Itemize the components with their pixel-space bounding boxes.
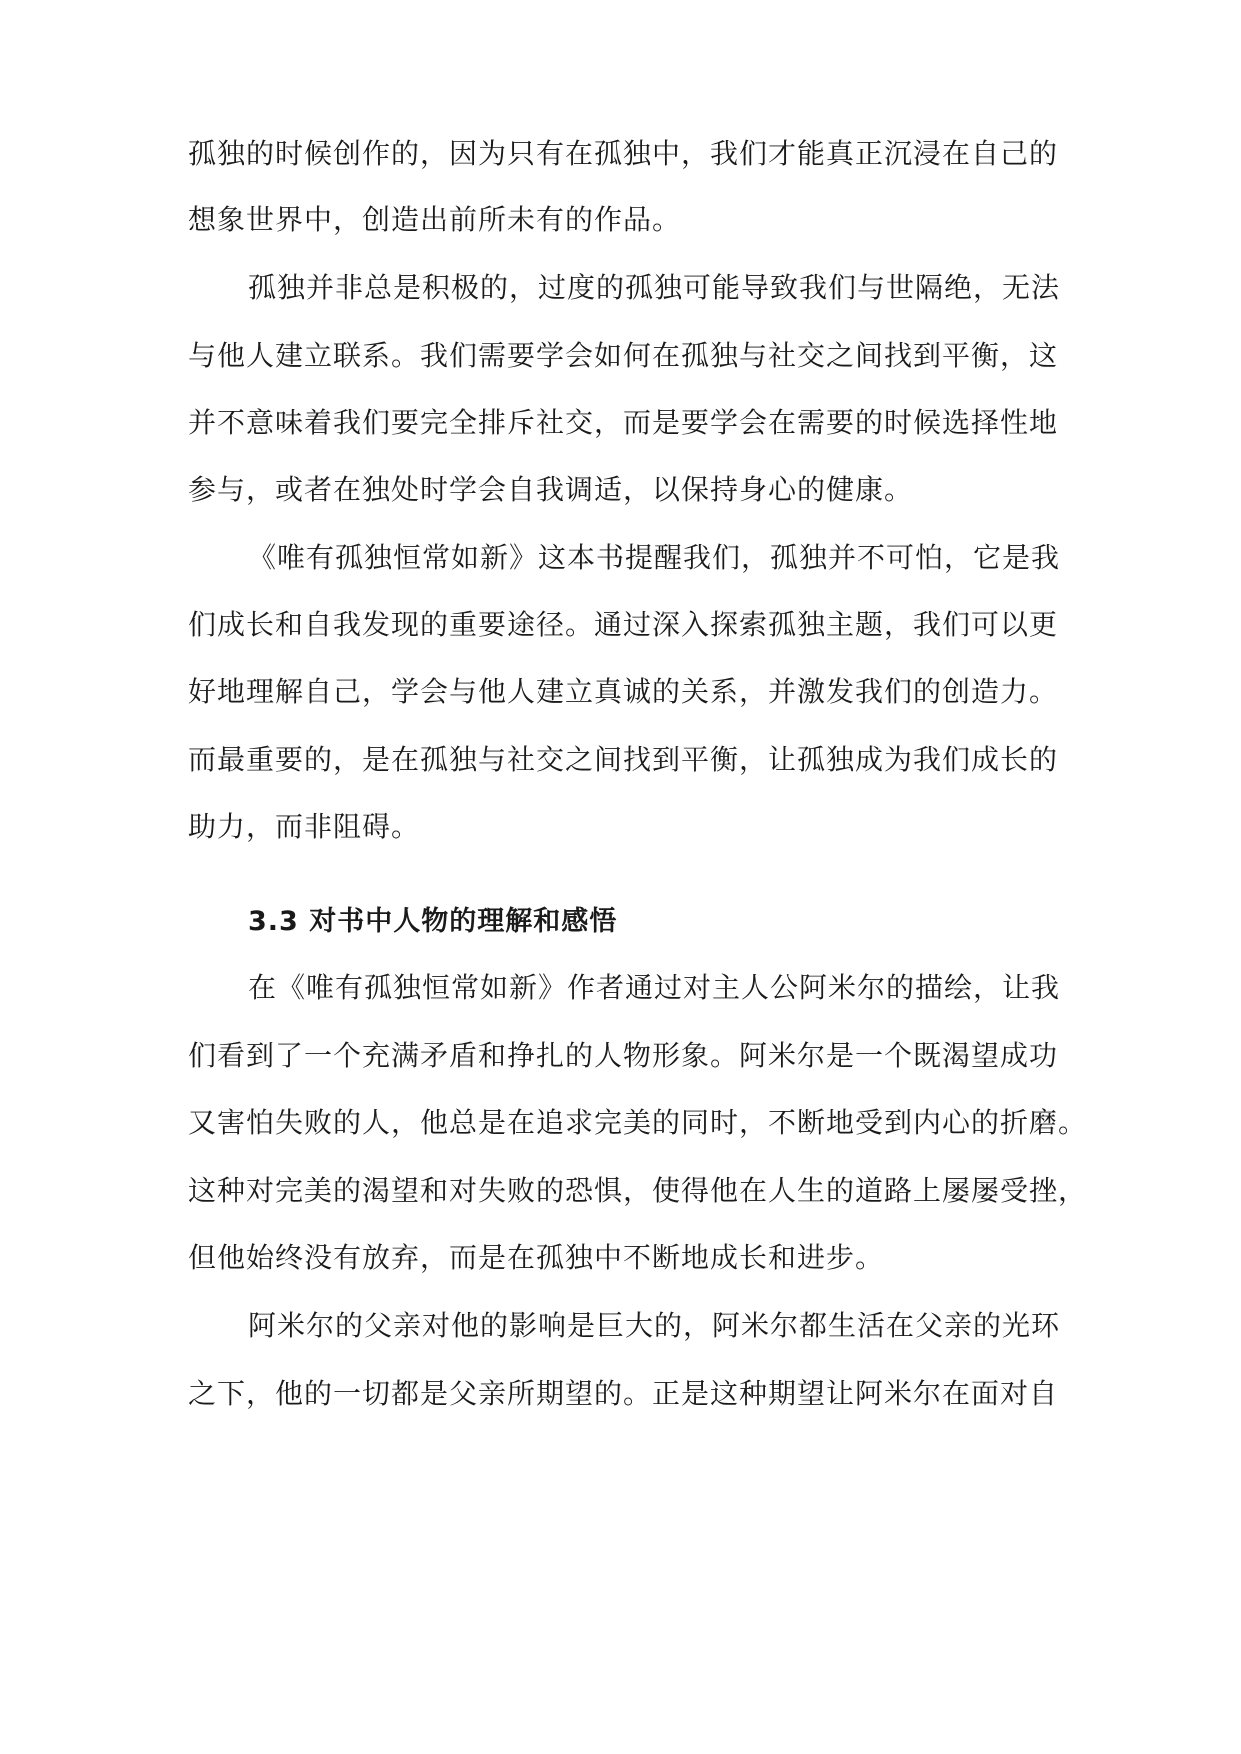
paragraph-3-line-5: 助力，而非阻碍。: [188, 810, 421, 843]
paragraph-5-line-1: 阿米尔的父亲对他的影响是巨大的，阿米尔都生活在父亲的光环: [248, 1309, 1061, 1342]
paragraph-3-line-3: 好地理解自己，学会与他人建立真诚的关系，并激发我们的创造力。: [188, 675, 1059, 708]
paragraph-3-line-2: 们成长和自我发现的重要途径。通过深入探索孤独主题，我们可以更: [188, 608, 1059, 641]
paragraph-2-line-3: 并不意味着我们要完全排斥社交，而是要学会在需要的时候选择性地: [188, 406, 1059, 439]
paragraph-4-line-2: 们看到了一个充满矛盾和挣扎的人物形象。阿米尔是一个既渴望成功: [188, 1039, 1059, 1072]
paragraph-5-line-2: 之下，他的一切都是父亲所期望的。正是这种期望让阿米尔在面对自: [188, 1377, 1059, 1410]
paragraph-2-line-1: 孤独并非总是积极的，过度的孤独可能导致我们与世隔绝，无法: [248, 271, 1061, 304]
paragraph-4-line-1: 在《唯有孤独恒常如新》作者通过对主人公阿米尔的描绘，让我: [248, 971, 1061, 1004]
paragraph-1-line-2: 想象世界中，创造出前所未有的作品。: [188, 203, 682, 236]
paragraph-3-line-1: 《唯有孤独恒常如新》这本书提醒我们，孤独并不可怕，它是我: [248, 541, 1061, 574]
paragraph-4-line-5: 但他始终没有放弃，而是在孤独中不断地成长和进步。: [188, 1241, 885, 1274]
paragraph-2-line-4: 参与，或者在独处时学会自我调适，以保持身心的健康。: [188, 473, 914, 506]
paragraph-4-line-4: 这种对完美的渴望和对失败的恐惧，使得他在人生的道路上屡屡受挫，: [188, 1174, 1088, 1207]
paragraph-4-line-3: 又害怕失败的人，他总是在追求完美的同时，不断地受到内心的折磨。: [188, 1106, 1088, 1139]
section-heading: 3.3 对书中人物的理解和感悟: [248, 906, 618, 937]
paragraph-2-line-2: 与他人建立联系。我们需要学会如何在孤独与社交之间找到平衡，这: [188, 339, 1059, 372]
paragraph-1-line-1: 孤独的时候创作的，因为只有在孤独中，我们才能真正沉浸在自己的: [188, 137, 1059, 170]
paragraph-3-line-4: 而最重要的，是在孤独与社交之间找到平衡，让孤独成为我们成长的: [188, 743, 1059, 776]
